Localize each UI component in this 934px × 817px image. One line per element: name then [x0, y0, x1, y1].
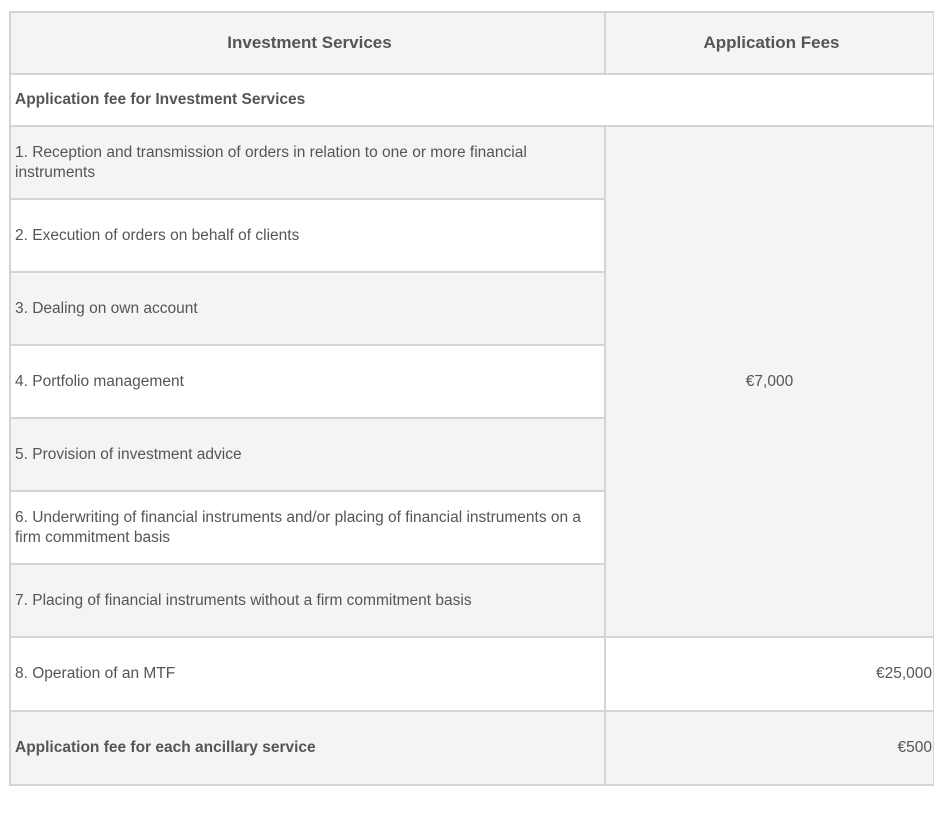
service-name: 3. Dealing on own account [10, 272, 605, 345]
service-name: 7. Placing of financial instruments without a firm commitment basis [10, 564, 605, 637]
service-name: 2. Execution of orders on behalf of clients [10, 199, 605, 272]
service-name: 1. Reception and transmission of orders in relation to one or more financial instruments [10, 126, 605, 199]
header-application-fees: Application Fees [605, 12, 934, 74]
service-name: 6. Underwriting of financial instruments and/or placing of financial instruments on a firm commitment basis [10, 491, 605, 564]
services-fee-cell: €7,000 [605, 126, 934, 637]
mtf-label: 8. Operation of an MTF [10, 637, 605, 711]
mtf-fee: €25,000 [605, 637, 934, 711]
header-investment-services: Investment Services [10, 12, 605, 74]
service-name: 4. Portfolio management [10, 345, 605, 418]
ancillary-fee: €500 [605, 711, 934, 785]
section-title: Application fee for Investment Services [10, 74, 934, 126]
mtf-row [10, 637, 934, 711]
header-row [10, 12, 934, 74]
section-row [10, 74, 934, 126]
table-row [10, 126, 934, 199]
ancillary-row [10, 711, 934, 785]
ancillary-label: Application fee for each ancillary service [10, 711, 605, 785]
application-fees-table [9, 11, 934, 786]
service-name: 5. Provision of investment advice [10, 418, 605, 491]
